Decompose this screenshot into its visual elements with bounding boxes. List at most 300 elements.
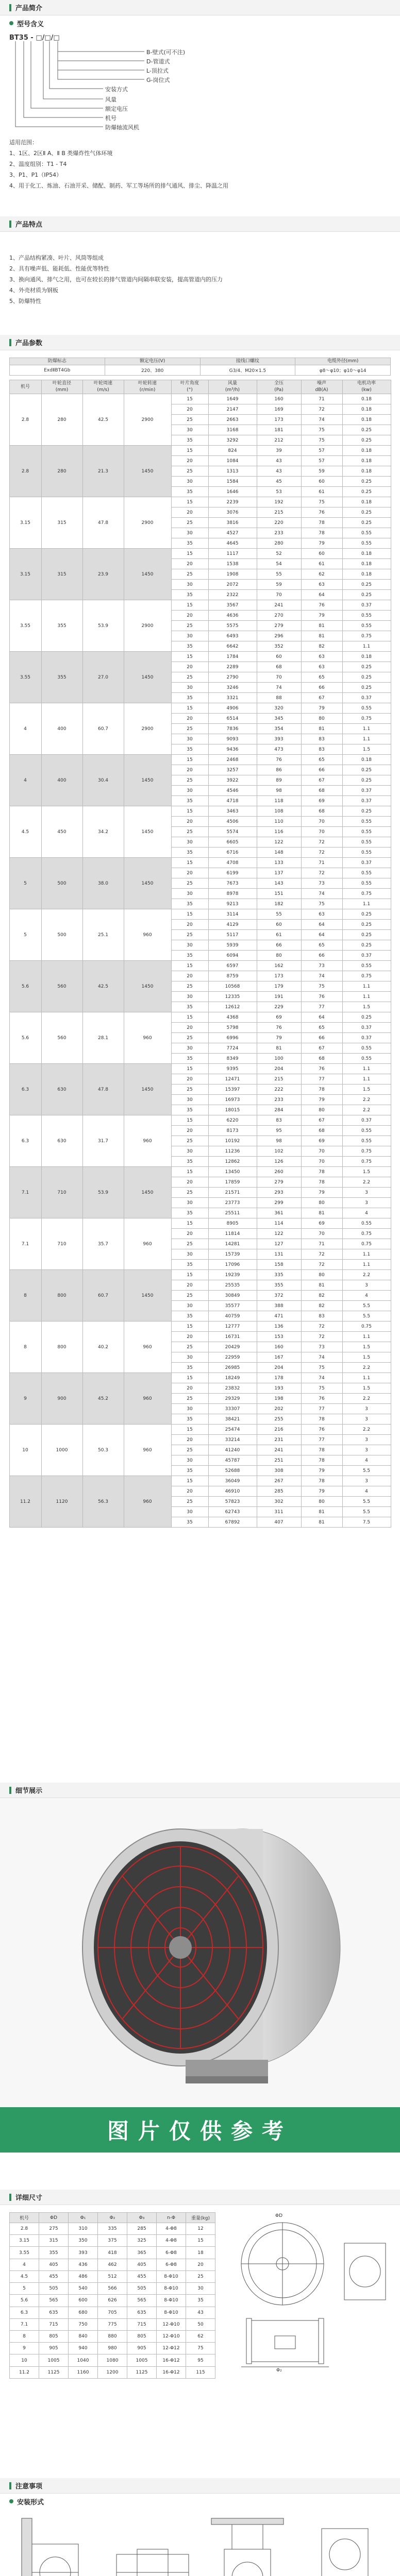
- model-no-cell: 7.1: [9, 1218, 41, 1270]
- angle-cell: 20: [171, 765, 208, 775]
- model-title-row: [0, 15, 400, 31]
- angle-cell: 15: [171, 1064, 208, 1074]
- diameter-cell: 800: [41, 1270, 82, 1321]
- model-no-cell: 3.55: [9, 600, 41, 652]
- pressure-cell: 270: [257, 611, 301, 621]
- noise-cell: 74: [301, 971, 342, 981]
- pressure-cell: 126: [257, 1157, 301, 1167]
- angle-cell: 15: [171, 1270, 208, 1280]
- pressure-cell: 231: [257, 1435, 301, 1445]
- flow-cell: 9436: [208, 744, 257, 755]
- angle-cell: 30: [171, 1301, 208, 1311]
- pressure-cell: 178: [257, 1373, 301, 1383]
- table-row: [9, 600, 391, 611]
- flow-cell: 41240: [208, 1445, 257, 1455]
- pressure-cell: 355: [257, 1280, 301, 1291]
- hdr-power-unit: (kw): [361, 387, 372, 393]
- dims-cell: 905: [127, 2343, 157, 2354]
- pressure-cell: 54: [257, 559, 301, 569]
- pressure-cell: 95: [257, 1126, 301, 1136]
- angle-cell: 35: [171, 590, 208, 600]
- rpm-cell: 960: [124, 1012, 171, 1064]
- angle-cell: 15: [171, 961, 208, 971]
- noise-cell: 75: [301, 1363, 342, 1373]
- power-cell: 1.1: [342, 1373, 391, 1383]
- flow-cell: 22959: [208, 1352, 257, 1363]
- angle-cell: 15: [171, 858, 208, 868]
- angle-cell: 20: [171, 456, 208, 466]
- dims-cell: 1005: [127, 2354, 157, 2366]
- flow-cell: 4546: [208, 786, 257, 796]
- flow-cell: 3076: [208, 507, 257, 518]
- rpm-cell: 1450: [124, 806, 171, 858]
- angle-cell: 20: [171, 1435, 208, 1445]
- dims-cell: 8-Φ10: [157, 2283, 186, 2295]
- rpm-cell: 2900: [124, 497, 171, 549]
- flow-cell: 40759: [208, 1311, 257, 1321]
- noise-cell: 62: [301, 569, 342, 580]
- tree-item-flow: 风量: [105, 96, 116, 103]
- angle-cell: 20: [171, 1023, 208, 1033]
- power-cell: 0.75: [342, 631, 391, 641]
- table-row: [9, 497, 391, 507]
- pressure-cell: 53: [257, 487, 301, 497]
- dims-cell: 365: [127, 2247, 157, 2259]
- pressure-cell: 255: [257, 1414, 301, 1425]
- angle-cell: 30: [171, 580, 208, 590]
- power-cell: 0.75: [342, 1157, 391, 1167]
- scope-item: 4、用于化工、炼油、石油开采、储配、制药、军工等场所的排气通风、排尘、降温之用: [9, 182, 228, 189]
- power-cell: 3: [342, 1404, 391, 1414]
- hdr-pressure: [257, 380, 301, 394]
- power-cell: 0.25: [342, 765, 391, 775]
- flow-cell: 2322: [208, 590, 257, 600]
- dims-cell: 905: [39, 2343, 69, 2354]
- flow-cell: 10192: [208, 1136, 257, 1146]
- angle-cell: 25: [171, 724, 208, 734]
- pressure-cell: 293: [257, 1188, 301, 1198]
- power-cell: 0.37: [342, 1115, 391, 1126]
- features-section: [0, 216, 400, 335]
- dims-header-cell: 机号: [10, 2213, 39, 2223]
- flow-cell: 8905: [208, 1218, 257, 1229]
- params-table-body: [9, 394, 391, 1528]
- flow-cell: 10568: [208, 981, 257, 992]
- dims-cell: 566: [98, 2283, 127, 2295]
- tip-speed-cell: 53.9: [82, 1167, 124, 1218]
- noise-cell: 78: [301, 1476, 342, 1486]
- angle-cell: 35: [171, 1311, 208, 1321]
- rpm-cell: 1450: [124, 446, 171, 497]
- install-roof: [206, 2513, 289, 2576]
- angle-cell: 20: [171, 817, 208, 827]
- angle-cell: 25: [171, 1084, 208, 1095]
- flow-cell: 26985: [208, 1363, 257, 1373]
- power-cell: 0.37: [342, 951, 391, 961]
- hdr-angle-unit: (°): [187, 387, 193, 393]
- dims-cell: 600: [69, 2295, 98, 2307]
- noise-cell: 68: [301, 1054, 342, 1064]
- pressure-cell: 471: [257, 1311, 301, 1321]
- noise-cell: 65: [301, 755, 342, 765]
- feature-item: 5、防爆特性: [9, 298, 41, 304]
- power-cell: 2.2: [342, 1363, 391, 1373]
- pressure-cell: 267: [257, 1476, 301, 1486]
- angle-cell: 20: [171, 611, 208, 621]
- flow-cell: 9395: [208, 1064, 257, 1074]
- power-cell: 0.18: [342, 497, 391, 507]
- noise-cell: 70: [301, 817, 342, 827]
- flow-cell: 5939: [208, 940, 257, 951]
- tip-speed-cell: 21.3: [82, 446, 124, 497]
- tree-item-wall: B-壁式(可不注): [146, 49, 186, 56]
- params-table: [9, 380, 391, 1528]
- dims-cell: 1160: [69, 2366, 98, 2378]
- pressure-cell: 114: [257, 1218, 301, 1229]
- tip-speed-cell: 53.9: [82, 600, 124, 652]
- features-title: 产品特点: [15, 221, 43, 229]
- table-row: [10, 2247, 215, 2259]
- dim-label-d2: Φ₂: [276, 2368, 282, 2373]
- flow-cell: 4906: [208, 703, 257, 714]
- angle-cell: 30: [171, 683, 208, 693]
- noise-cell: 78: [301, 1167, 342, 1177]
- pressure-cell: 233: [257, 528, 301, 538]
- dims-cell: 405: [39, 2259, 69, 2270]
- power-cell: 0.37: [342, 1023, 391, 1033]
- dims-header-cell: n-Φ: [157, 2213, 186, 2223]
- power-cell: 0.25: [342, 940, 391, 951]
- dims-cell: 565: [39, 2295, 69, 2307]
- angle-cell: 25: [171, 415, 208, 425]
- flow-cell: 5575: [208, 621, 257, 631]
- table-row: [10, 2330, 215, 2342]
- power-cell: 0.55: [342, 538, 391, 549]
- pressure-cell: 76: [257, 755, 301, 765]
- angle-cell: 15: [171, 1218, 208, 1229]
- pressure-cell: 143: [257, 878, 301, 889]
- install-post: [301, 2513, 384, 2576]
- table-row: [9, 1373, 391, 1383]
- noise-cell: 57: [301, 456, 342, 466]
- noise-cell: 67: [301, 775, 342, 786]
- tip-speed-cell: 56.3: [82, 1476, 124, 1528]
- rpm-cell: 2900: [124, 394, 171, 446]
- tip-speed-cell: 40.2: [82, 1321, 124, 1373]
- model-no-cell: 5.6: [9, 1012, 41, 1064]
- pressure-cell: 127: [257, 1239, 301, 1249]
- rpm-cell: 1450: [124, 755, 171, 806]
- flow-cell: 6716: [208, 848, 257, 858]
- flow-cell: 2289: [208, 662, 257, 672]
- noise-cell: 68: [301, 806, 342, 817]
- dims-cell: 3.15: [10, 2235, 39, 2247]
- angle-cell: 25: [171, 981, 208, 992]
- angle-cell: 15: [171, 703, 208, 714]
- dims-cell: 1125: [127, 2366, 157, 2378]
- pressure-cell: 70: [257, 672, 301, 683]
- flow-cell: 3246: [208, 683, 257, 693]
- rpm-cell: 960: [124, 1425, 171, 1476]
- noise-cell: 79: [301, 703, 342, 714]
- flow-cell: 16731: [208, 1332, 257, 1342]
- flow-cell: 2663: [208, 415, 257, 425]
- install-wall: [16, 2513, 99, 2576]
- flow-cell: 38421: [208, 1414, 257, 1425]
- pressure-cell: 88: [257, 693, 301, 703]
- noise-cell: 72: [301, 1321, 342, 1332]
- power-cell: 4: [342, 1291, 391, 1301]
- install-duct-diagram: [111, 2513, 194, 2576]
- angle-cell: 35: [171, 1002, 208, 1012]
- noise-cell: 74: [301, 1352, 342, 1363]
- flow-cell: 3257: [208, 765, 257, 775]
- table-row: [10, 2235, 215, 2247]
- noise-cell: 63: [301, 652, 342, 662]
- flow-cell: 33307: [208, 1404, 257, 1414]
- diameter-cell: 315: [41, 497, 82, 549]
- angle-cell: 30: [171, 940, 208, 951]
- pressure-cell: 335: [257, 1270, 301, 1280]
- power-cell: 0.25: [342, 920, 391, 930]
- angle-cell: 25: [171, 672, 208, 683]
- install-duct: [111, 2513, 194, 2576]
- power-cell: 2.2: [342, 1105, 391, 1115]
- table-row: [9, 394, 391, 404]
- angle-cell: 35: [171, 641, 208, 652]
- top-header-thread: 接线口螺纹: [200, 358, 295, 365]
- model-no-cell: 9: [9, 1373, 41, 1425]
- pressure-cell: 302: [257, 1497, 301, 1507]
- pressure-cell: 388: [257, 1301, 301, 1311]
- power-cell: 2.2: [342, 1177, 391, 1188]
- rpm-cell: 960: [124, 909, 171, 961]
- table-row: [9, 1064, 391, 1074]
- flow-cell: 1313: [208, 466, 257, 477]
- power-cell: 5.5: [342, 1466, 391, 1476]
- noise-cell: 75: [301, 425, 342, 435]
- dims-cell: 840: [69, 2330, 98, 2342]
- power-cell: 1.5: [342, 1383, 391, 1394]
- scope-title: 适用范围：: [9, 139, 38, 146]
- power-cell: 0.25: [342, 590, 391, 600]
- hdr-angle-label: 叶片角度: [180, 381, 199, 386]
- noise-cell: 76: [301, 1394, 342, 1404]
- flow-cell: 4129: [208, 920, 257, 930]
- angle-cell: 30: [171, 786, 208, 796]
- flow-cell: 1117: [208, 549, 257, 559]
- noise-cell: 64: [301, 930, 342, 940]
- pressure-cell: 133: [257, 858, 301, 868]
- dims-cell: 805: [39, 2330, 69, 2342]
- flow-cell: 17859: [208, 1177, 257, 1188]
- power-cell: 0.18: [342, 415, 391, 425]
- power-cell: 3: [342, 1414, 391, 1425]
- table-row: [9, 755, 391, 765]
- flow-cell: 8759: [208, 971, 257, 981]
- angle-cell: 25: [171, 1445, 208, 1455]
- angle-cell: 35: [171, 1208, 208, 1218]
- power-cell: 4: [342, 1455, 391, 1466]
- angle-cell: 35: [171, 1517, 208, 1528]
- dims-cell: 11.2: [10, 2366, 39, 2378]
- rpm-cell: 1450: [124, 961, 171, 1012]
- table-row: [9, 703, 391, 714]
- pressure-cell: 98: [257, 1136, 301, 1146]
- table-row: [10, 2307, 215, 2318]
- pressure-cell: 108: [257, 806, 301, 817]
- noise-cell: 71: [301, 858, 342, 868]
- pressure-cell: 251: [257, 1455, 301, 1466]
- angle-cell: 25: [171, 878, 208, 889]
- dims-cell: 805: [127, 2330, 157, 2342]
- pressure-cell: 222: [257, 1084, 301, 1095]
- power-cell: 0.55: [342, 817, 391, 827]
- noise-cell: 73: [301, 961, 342, 971]
- noise-cell: 83: [301, 744, 342, 755]
- params-header: [0, 335, 400, 350]
- model-no-cell: 5: [9, 858, 41, 909]
- noise-cell: 67: [301, 693, 342, 703]
- pressure-cell: 60: [257, 920, 301, 930]
- noise-cell: 80: [301, 1497, 342, 1507]
- angle-cell: 20: [171, 1177, 208, 1188]
- diameter-cell: 355: [41, 600, 82, 652]
- diameter-cell: 630: [41, 1115, 82, 1167]
- power-cell: 1.5: [342, 744, 391, 755]
- noise-cell: 61: [301, 559, 342, 569]
- flow-cell: 15739: [208, 1249, 257, 1260]
- dims-cell: 455: [127, 2270, 157, 2282]
- rpm-cell: 960: [124, 1115, 171, 1167]
- power-cell: 3: [342, 1198, 391, 1208]
- pressure-cell: 43: [257, 456, 301, 466]
- dims-cell: 43: [186, 2307, 215, 2318]
- dims-cell: 335: [98, 2223, 127, 2235]
- noise-cell: 72: [301, 837, 342, 848]
- power-cell: 0.25: [342, 507, 391, 518]
- pressure-cell: 80: [257, 951, 301, 961]
- angle-cell: 25: [171, 775, 208, 786]
- pressure-cell: 55: [257, 909, 301, 920]
- pressure-cell: 173: [257, 971, 301, 981]
- noise-cell: 72: [301, 848, 342, 858]
- flow-cell: 8173: [208, 1126, 257, 1136]
- angle-cell: 20: [171, 507, 208, 518]
- power-cell: 1.5: [342, 1342, 391, 1352]
- power-cell: 0.75: [342, 1146, 391, 1157]
- dims-cell: 8-Φ10: [157, 2270, 186, 2282]
- angle-cell: 15: [171, 755, 208, 765]
- pressure-cell: 204: [257, 1363, 301, 1373]
- pressure-cell: 98: [257, 786, 301, 796]
- flow-cell: 12777: [208, 1321, 257, 1332]
- angle-cell: 25: [171, 827, 208, 837]
- flow-cell: 45787: [208, 1455, 257, 1466]
- dims-cell: 4: [10, 2259, 39, 2270]
- pressure-cell: 70: [257, 590, 301, 600]
- fan-photo: [0, 1798, 400, 2107]
- flow-cell: 33214: [208, 1435, 257, 1445]
- angle-cell: 20: [171, 1229, 208, 1239]
- table-row: [9, 806, 391, 817]
- detail-section: [0, 1783, 400, 2190]
- tip-speed-cell: 27.0: [82, 652, 124, 703]
- model-no-cell: 3.15: [9, 549, 41, 600]
- noise-cell: 79: [301, 538, 342, 549]
- angle-cell: 15: [171, 1115, 208, 1126]
- diameter-cell: 450: [41, 806, 82, 858]
- model-no-cell: 4: [9, 703, 41, 755]
- angle-cell: 30: [171, 631, 208, 641]
- noise-cell: 67: [301, 1043, 342, 1054]
- top-header-cable: 电缆外径(mm): [295, 358, 391, 365]
- flow-cell: 4527: [208, 528, 257, 538]
- dims-cell: 18: [186, 2247, 215, 2259]
- tip-speed-cell: 45.2: [82, 1373, 124, 1425]
- power-cell: 0.25: [342, 662, 391, 672]
- dims-cell: 6-Φ8: [157, 2247, 186, 2259]
- table-row: [9, 858, 391, 868]
- noise-cell: 72: [301, 1332, 342, 1342]
- flow-cell: 2072: [208, 580, 257, 590]
- angle-cell: 30: [171, 889, 208, 899]
- dims-cell: 505: [39, 2283, 69, 2295]
- angle-cell: 35: [171, 538, 208, 549]
- noise-cell: 61: [301, 487, 342, 497]
- top-header-voltage: 额定电压(V): [105, 358, 200, 365]
- angle-cell: 15: [171, 909, 208, 920]
- power-cell: 0.25: [342, 477, 391, 487]
- tip-speed-cell: 23.9: [82, 549, 124, 600]
- install-wall-diagram: [16, 2513, 99, 2576]
- pressure-cell: 86: [257, 765, 301, 775]
- hdr-flow: [208, 380, 257, 394]
- model-code: BT35 - □/□/□: [9, 34, 60, 42]
- product-intro-section: [0, 0, 400, 216]
- flow-cell: 9213: [208, 899, 257, 909]
- dims-cell: 275: [39, 2223, 69, 2235]
- power-cell: 0.37: [342, 600, 391, 611]
- dims-header-cell: 重量(kg): [186, 2213, 215, 2223]
- pressure-cell: 74: [257, 683, 301, 693]
- power-cell: 0.18: [342, 404, 391, 415]
- dims-cell: 15: [186, 2235, 215, 2247]
- hdr-speed-unit: (m/s): [97, 387, 109, 393]
- power-cell: 1.1: [342, 1260, 391, 1270]
- power-cell: 0.18: [342, 446, 391, 456]
- power-cell: 3: [342, 1188, 391, 1198]
- banner-text: 图片仅供参考: [107, 2119, 293, 2144]
- pressure-cell: 52: [257, 549, 301, 559]
- dims-cell: 462: [98, 2259, 127, 2270]
- table-row: [9, 1270, 391, 1280]
- angle-cell: 25: [171, 1342, 208, 1352]
- power-cell: 3: [342, 1280, 391, 1291]
- power-cell: 2.2: [342, 1270, 391, 1280]
- power-cell: 0.25: [342, 425, 391, 435]
- dims-cell: 325: [127, 2235, 157, 2247]
- power-cell: 2.2: [342, 1095, 391, 1105]
- pressure-cell: 61: [257, 930, 301, 940]
- noise-cell: 69: [301, 1136, 342, 1146]
- dims-cell: 12: [186, 2223, 215, 2235]
- dims-cell: 285: [127, 2223, 157, 2235]
- angle-cell: 20: [171, 1280, 208, 1291]
- hdr-speed-label: 叶轮周速: [93, 381, 112, 386]
- angle-cell: 30: [171, 1507, 208, 1517]
- angle-cell: 25: [171, 1291, 208, 1301]
